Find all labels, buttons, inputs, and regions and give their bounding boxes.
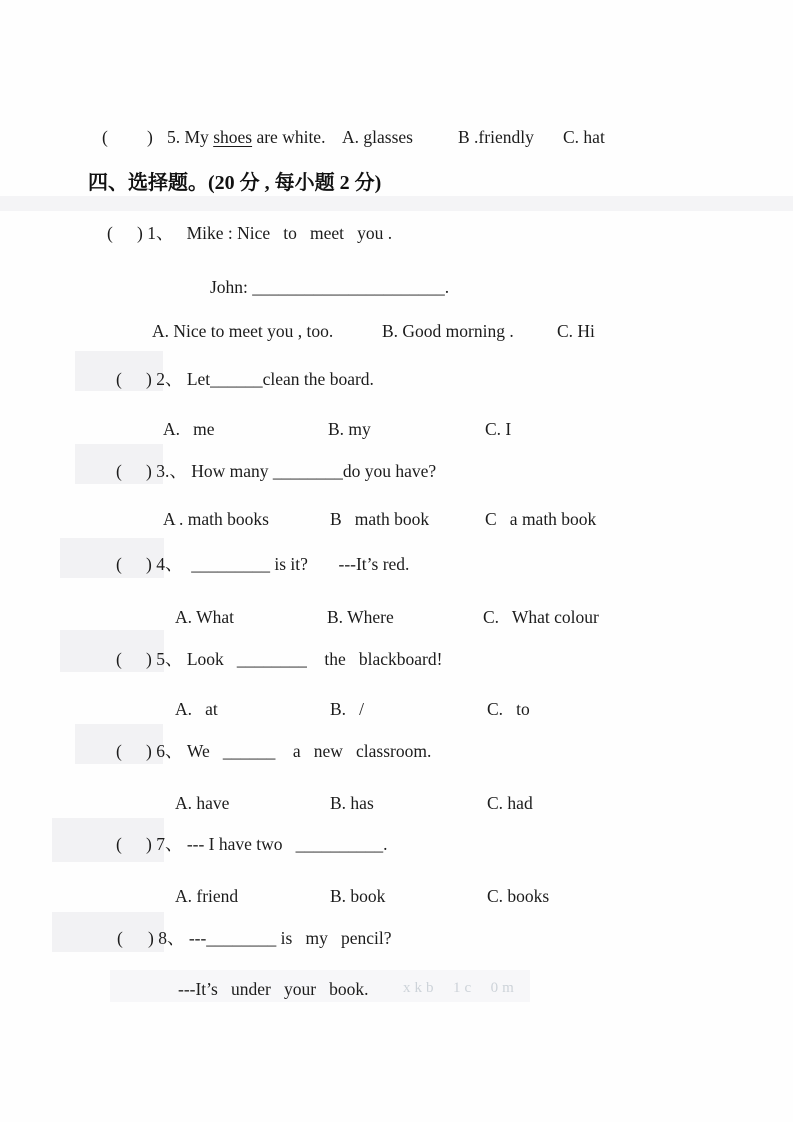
question-5-paren: ( — [116, 649, 122, 669]
question-4-option-a: A. What — [175, 607, 234, 627]
question-8-answer-line: ---It’s under your book. — [178, 979, 369, 999]
question-6-stem: ) 6、 We ______ a new classroom. — [146, 741, 432, 761]
question-3-option-c: C a math book — [485, 509, 597, 529]
item5-stem-post: are white. — [252, 127, 326, 147]
question-1-option-a: A. Nice to meet you , too. — [152, 321, 334, 341]
scan-artifact — [0, 196, 793, 211]
question-2-stem: ) 2、 Let______clean the board. — [146, 369, 374, 389]
item5-underlined-word: shoes — [213, 127, 253, 147]
question-1-option-b: B. Good morning . — [382, 321, 514, 341]
question-3-paren: ( — [116, 461, 122, 481]
item5-stem-pre: 5. My — [167, 127, 214, 147]
question-2-paren: ( — [116, 369, 122, 389]
question-7-option-a: A. friend — [175, 886, 239, 906]
question-2-option-c: C. I — [485, 419, 512, 439]
question-1-paren: ( — [107, 223, 113, 243]
item5-option-b: B .friendly — [458, 127, 534, 147]
question-1-option-c: C. Hi — [557, 321, 595, 341]
question-5-option-c: C. to — [487, 699, 530, 719]
item5-option-c: C. hat — [563, 127, 605, 147]
question-7-stem: ) 7、 --- I have two __________. — [146, 834, 388, 854]
section-heading: 四、选择题。(20 分 , 每小题 2 分) — [88, 172, 382, 194]
site-watermark: xkb 1c 0m — [403, 980, 518, 996]
question-5-stem: ) 5、 Look ________ the blackboard! — [146, 649, 443, 669]
question-3-stem: ) 3.、 How many ________do you have? — [146, 461, 437, 481]
question-1-stem: ) 1、 Mike : Nice to meet you . — [137, 223, 393, 243]
question-7-option-b: B. book — [330, 886, 386, 906]
question-6-option-b: B. has — [330, 793, 374, 813]
question-6-option-c: C. had — [487, 793, 533, 813]
question-6-paren: ( — [116, 741, 122, 761]
question-3-option-b: B math book — [330, 509, 430, 529]
question-1-line2: John: ______________________. — [210, 277, 450, 297]
item5-close-paren: ) — [147, 127, 153, 147]
question-3-option-a: A . math books — [163, 509, 269, 529]
question-4-option-c: C. What colour — [483, 607, 599, 627]
question-7-option-c: C. books — [487, 886, 550, 906]
question-2-option-b: B. my — [328, 419, 371, 439]
item5-stem — [167, 126, 325, 148]
question-2-option-a: A. me — [163, 419, 215, 439]
question-5-option-b: B. / — [330, 699, 365, 719]
question-8-stem: ) 8、 ---________ is my pencil? — [148, 928, 392, 948]
question-8-paren: ( — [117, 928, 123, 948]
question-5-option-a: A. at — [175, 699, 218, 719]
question-6-option-a: A. have — [175, 793, 230, 813]
item5-open-paren: ( — [102, 127, 108, 147]
question-4-option-b: B. Where — [327, 607, 394, 627]
question-7-paren: ( — [116, 834, 122, 854]
question-4-paren: ( — [116, 554, 122, 574]
item5-option-a: A. glasses — [342, 127, 413, 147]
question-4-stem: ) 4、 _________ is it? ---It’s red. — [146, 554, 410, 574]
